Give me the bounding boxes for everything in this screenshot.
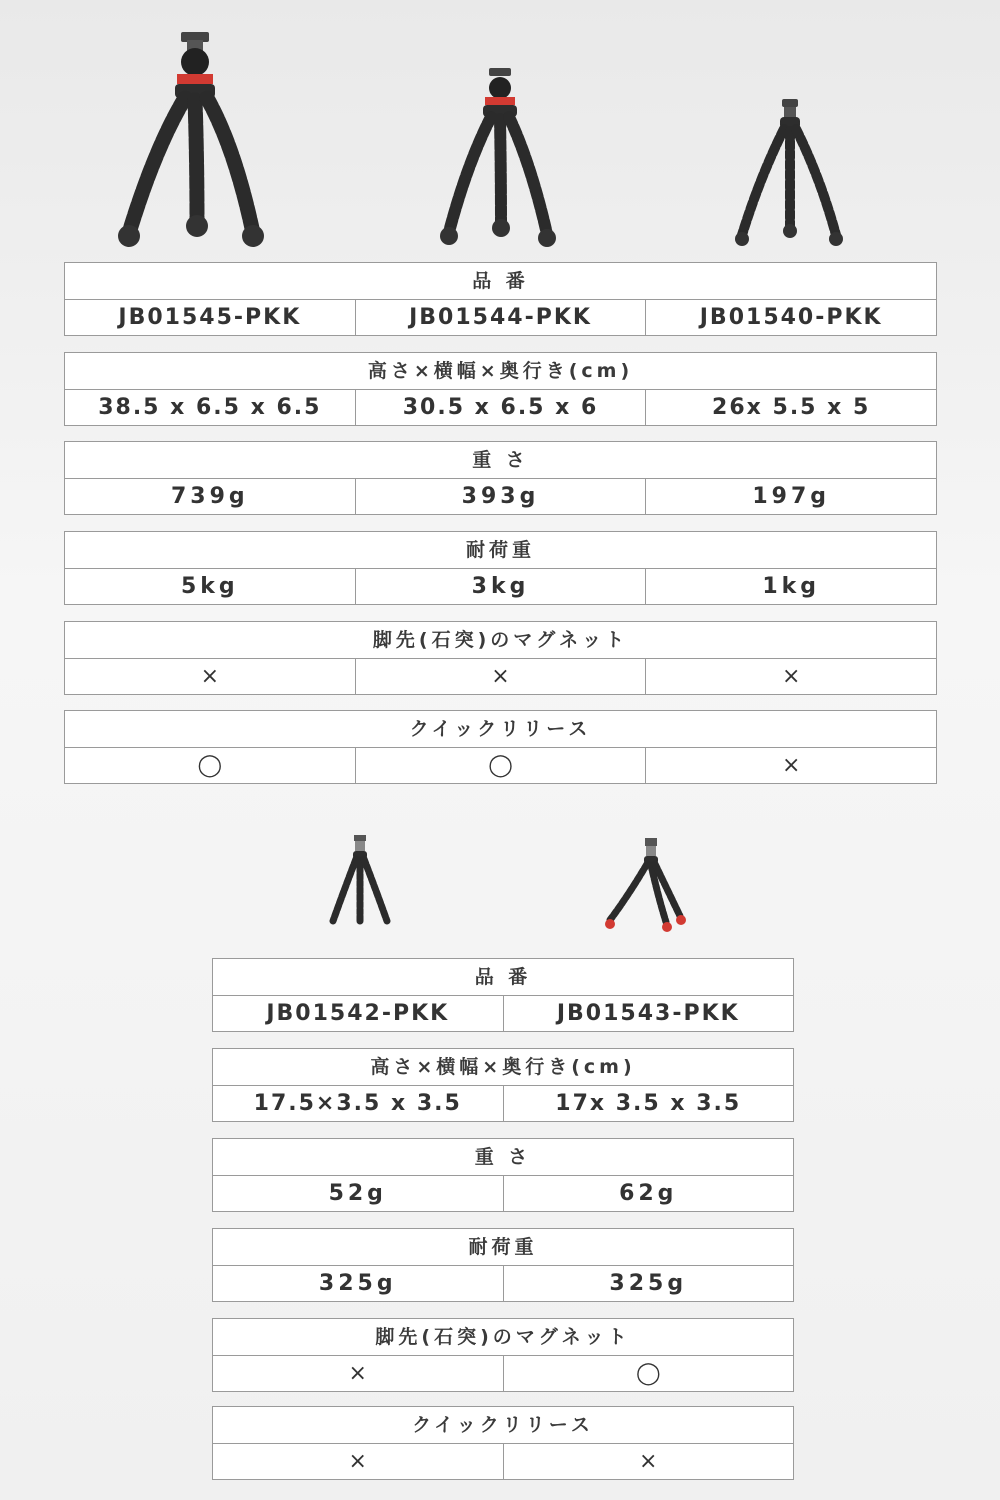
spec-row <box>213 1356 793 1391</box>
spec-cell: 325g <box>213 1266 504 1301</box>
spec-cell: ◯ <box>356 748 647 783</box>
spec-cell: 739g <box>65 479 356 514</box>
spec-cell: 17.5×3.5 x 3.5 <box>213 1086 504 1121</box>
spec-table-quick-release-2 <box>212 1406 794 1480</box>
spec-cell: × <box>65 659 356 694</box>
spec-cell: JB01544-PKK <box>356 300 647 335</box>
spec-header: クイックリリース <box>213 1407 793 1444</box>
spec-cell: 1kg <box>762 574 821 599</box>
spec-cell: 62g <box>619 1181 678 1206</box>
spec-header: 耐荷重 <box>65 532 936 569</box>
spec-table-weight-2 <box>212 1138 794 1212</box>
tripod-3k-icon <box>435 64 565 249</box>
spec-header: 品 番 <box>65 263 936 300</box>
spec-cell: 38.5 x 6.5 x 6.5 <box>65 390 356 425</box>
spec-row <box>213 1444 793 1479</box>
spec-table-dimensions-2 <box>212 1048 794 1122</box>
spec-row <box>65 479 936 514</box>
spec-cell: JB01545-PKK <box>65 300 356 335</box>
spec-header: 重 さ <box>65 442 936 479</box>
spec-header: クイックリリース <box>65 711 936 748</box>
spec-table-weight <box>64 441 937 515</box>
tripod-325-magnetic-icon <box>600 836 695 936</box>
spec-header: 耐荷重 <box>213 1229 793 1266</box>
spec-cell: 30.5 x 6.5 x 6 <box>356 390 647 425</box>
spec-table-magnetic-feet <box>64 621 937 695</box>
spec-cell: × <box>781 664 801 689</box>
spec-row <box>65 390 936 425</box>
spec-header: 高さ×横幅×奥行き(cm) <box>65 353 936 390</box>
spec-cell: × <box>781 753 801 778</box>
spec-cell: × <box>213 1356 504 1391</box>
spec-cell: × <box>356 659 647 694</box>
spec-cell: JB01542-PKK <box>213 996 504 1031</box>
tripod-1k-icon <box>730 97 850 252</box>
spec-cell: × <box>213 1444 504 1479</box>
spec-row <box>213 1176 793 1211</box>
spec-cell: × <box>639 1449 658 1474</box>
spec-table-model <box>64 262 937 336</box>
spec-cell: 26x 5.5 x 5 <box>712 395 871 420</box>
spec-cell: 52g <box>213 1176 504 1211</box>
spec-row <box>65 659 936 694</box>
spec-header: 重 さ <box>213 1139 793 1176</box>
spec-row <box>65 748 936 783</box>
spec-header: 品 番 <box>213 959 793 996</box>
tripod-5k-icon <box>115 28 275 253</box>
spec-header: 脚先(石突)のマグネット <box>213 1319 793 1356</box>
spec-cell: JB01543-PKK <box>556 1001 740 1026</box>
spec-cell: 3kg <box>356 569 647 604</box>
spec-cell: 17x 3.5 x 3.5 <box>555 1091 742 1116</box>
spec-row <box>213 996 793 1031</box>
spec-table-quick-release <box>64 710 937 784</box>
spec-header: 高さ×横幅×奥行き(cm) <box>213 1049 793 1086</box>
spec-table-model-2 <box>212 958 794 1032</box>
tripod-325-icon <box>325 833 395 933</box>
spec-table-load-capacity-2 <box>212 1228 794 1302</box>
spec-cell: 393g <box>356 479 647 514</box>
spec-row <box>65 569 936 604</box>
spec-row <box>65 300 936 335</box>
spec-cell: JB01540-PKK <box>699 305 883 330</box>
spec-table-dimensions <box>64 352 937 426</box>
spec-table-load-capacity <box>64 531 937 605</box>
spec-header: 脚先(石突)のマグネット <box>65 622 936 659</box>
spec-cell: 325g <box>609 1271 688 1296</box>
spec-row <box>213 1266 793 1301</box>
spec-cell: ◯ <box>65 748 356 783</box>
spec-cell: 197g <box>752 484 831 509</box>
spec-table-magnetic-feet-2 <box>212 1318 794 1392</box>
spec-row <box>213 1086 793 1121</box>
spec-cell: ◯ <box>635 1361 661 1386</box>
spec-cell: 5kg <box>65 569 356 604</box>
